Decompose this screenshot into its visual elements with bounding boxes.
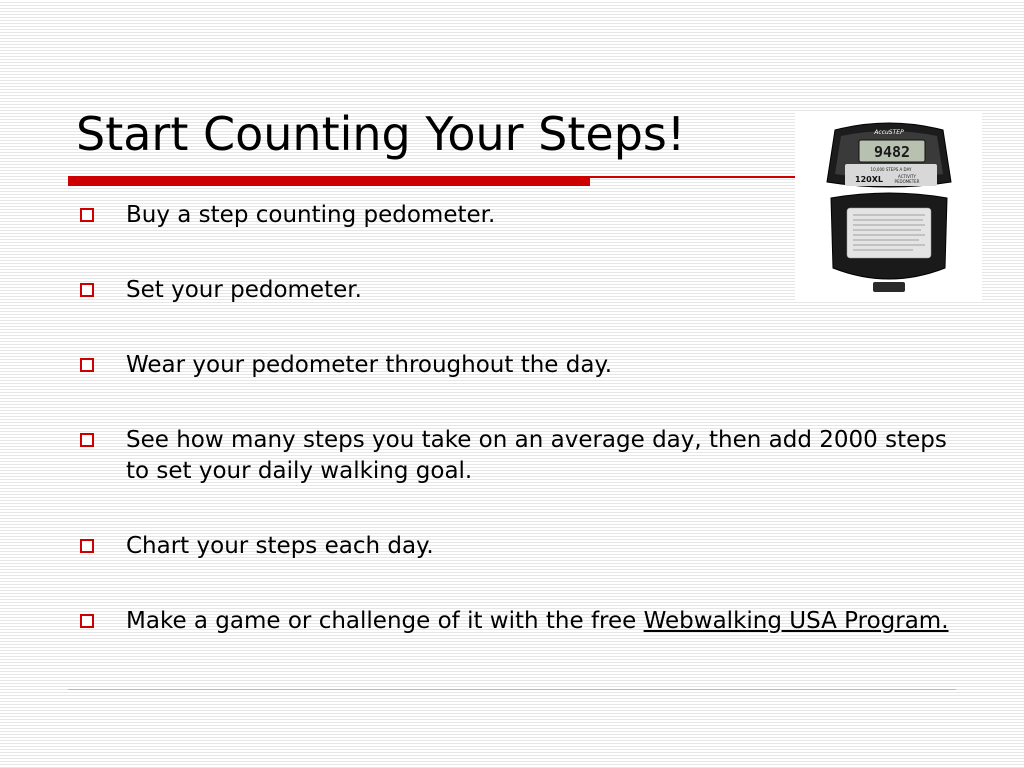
square-bullet-icon	[80, 614, 94, 628]
footer-divider	[68, 689, 956, 690]
pedometer-label-1: 10,000 STEPS A DAY	[870, 167, 912, 172]
bullet-text: Chart your steps each day.	[126, 533, 434, 559]
slide-title: Start Counting Your Steps!	[76, 107, 686, 161]
square-bullet-icon	[80, 358, 94, 372]
list-item	[76, 425, 956, 487]
bullet-text: Buy a step counting pedometer.	[126, 202, 496, 228]
list-item	[76, 606, 956, 637]
pedometer-model: 120XL	[855, 175, 883, 184]
pedometer-label-3: PEDOMETER	[894, 179, 920, 184]
square-bullet-icon	[80, 208, 94, 222]
pedometer-brand: AccuSTEP	[874, 129, 904, 136]
list-item	[76, 275, 956, 306]
webwalking-usa-link[interactable]: Webwalking USA Program.	[643, 608, 949, 634]
square-bullet-icon	[80, 283, 94, 297]
square-bullet-icon	[80, 539, 94, 553]
square-bullet-icon	[80, 433, 94, 447]
bullet-text: Wear your pedometer throughout the day.	[126, 352, 613, 378]
list-item	[76, 350, 956, 381]
list-item	[76, 531, 956, 562]
pedometer-display: 9482	[873, 143, 911, 161]
bullet-list	[76, 200, 956, 637]
bullet-text: Make a game or challenge of it with the free	[126, 608, 644, 634]
bullet-text: See how many steps you take on an average day, then add 2000 steps to set your daily walking goal.	[126, 427, 947, 484]
pedometer-label-2: ACTIVITY	[898, 174, 916, 179]
bullet-text: Set your pedometer.	[126, 277, 362, 303]
list-item	[76, 200, 956, 231]
title-underline-thick	[68, 176, 590, 186]
